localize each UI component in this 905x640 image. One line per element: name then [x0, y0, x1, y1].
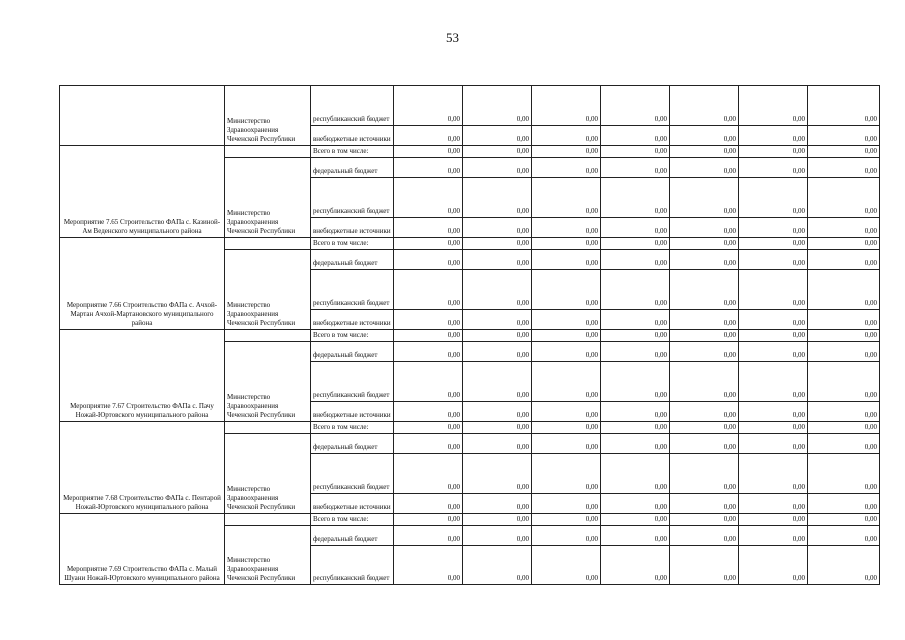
value-cell: 0,00 — [532, 310, 601, 330]
source-total: Всего в том числе: — [311, 422, 394, 434]
value-cell: 0,00 — [463, 342, 532, 362]
value-cell: 0,00 — [601, 158, 670, 178]
value-cell: 0,00 — [739, 218, 808, 238]
value-cell: 0,00 — [601, 310, 670, 330]
value-cell: 0,00 — [532, 330, 601, 342]
value-cell: 0,00 — [394, 362, 463, 402]
value-cell: 0,00 — [463, 422, 532, 434]
value-cell: 0,00 — [601, 86, 670, 126]
value-cell: 0,00 — [808, 362, 880, 402]
value-cell: 0,00 — [808, 342, 880, 362]
executor-cell: Министерство Здравоохранения Чеченской Республики — [225, 86, 311, 146]
value-cell: 0,00 — [739, 514, 808, 526]
value-cell: 0,00 — [739, 454, 808, 494]
value-cell: 0,00 — [394, 330, 463, 342]
value-cell: 0,00 — [601, 362, 670, 402]
value-cell: 0,00 — [463, 126, 532, 146]
value-cell: 0,00 — [463, 454, 532, 494]
source-extra: внебюджетные источники — [311, 402, 394, 422]
value-cell: 0,00 — [601, 178, 670, 218]
value-cell: 0,00 — [532, 146, 601, 158]
value-cell: 0,00 — [601, 526, 670, 546]
value-cell: 0,00 — [394, 526, 463, 546]
value-cell: 0,00 — [463, 526, 532, 546]
value-cell: 0,00 — [739, 86, 808, 126]
value-cell: 0,00 — [670, 526, 739, 546]
value-cell: 0,00 — [808, 126, 880, 146]
value-cell: 0,00 — [601, 422, 670, 434]
table-row — [60, 514, 880, 526]
value-cell: 0,00 — [601, 546, 670, 585]
value-cell: 0,00 — [463, 86, 532, 126]
value-cell: 0,00 — [463, 310, 532, 330]
measure-title: Мероприятие 7.69 Строительство ФАПа с. Малый Шуани Ножай-Юртовского муниципального района — [60, 514, 225, 585]
page-number: 53 — [446, 30, 459, 45]
value-cell: 0,00 — [808, 526, 880, 546]
value-cell: 0,00 — [463, 546, 532, 585]
value-cell: 0,00 — [601, 126, 670, 146]
value-cell: 0,00 — [670, 270, 739, 310]
source-republic: республиканский бюджет — [311, 86, 394, 126]
value-cell: 0,00 — [739, 270, 808, 310]
executor-cell: Министерство Здравоохранения Чеченской Республики — [225, 342, 311, 422]
value-cell: 0,00 — [670, 422, 739, 434]
table-row — [60, 422, 880, 434]
value-cell: 0,00 — [394, 218, 463, 238]
value-cell: 0,00 — [532, 362, 601, 402]
value-cell: 0,00 — [739, 362, 808, 402]
value-cell: 0,00 — [394, 86, 463, 126]
value-cell: 0,00 — [601, 146, 670, 158]
value-cell: 0,00 — [670, 158, 739, 178]
executor-cell — [225, 238, 311, 250]
value-cell: 0,00 — [670, 330, 739, 342]
value-cell: 0,00 — [670, 146, 739, 158]
value-cell: 0,00 — [532, 434, 601, 454]
value-cell: 0,00 — [808, 218, 880, 238]
value-cell: 0,00 — [808, 158, 880, 178]
source-republic: республиканский бюджет — [311, 362, 394, 402]
executor-cell: Министерство Здравоохранения Чеченской Республики — [225, 526, 311, 585]
source-federal: федеральный бюджет — [311, 434, 394, 454]
value-cell: 0,00 — [739, 402, 808, 422]
source-republic: республиканский бюджет — [311, 178, 394, 218]
value-cell: 0,00 — [463, 250, 532, 270]
source-total: Всего в том числе: — [311, 514, 394, 526]
value-cell: 0,00 — [739, 434, 808, 454]
value-cell: 0,00 — [739, 342, 808, 362]
value-cell: 0,00 — [808, 250, 880, 270]
source-extra: внебюджетные источники — [311, 126, 394, 146]
value-cell: 0,00 — [532, 422, 601, 434]
value-cell: 0,00 — [670, 126, 739, 146]
value-cell: 0,00 — [532, 218, 601, 238]
measure-title: Мероприятие 7.66 Строительство ФАПа с. Ачхой-Мартан Ачхой-Мартановского муниципального района — [60, 238, 225, 330]
value-cell: 0,00 — [394, 494, 463, 514]
value-cell: 0,00 — [739, 146, 808, 158]
source-federal: федеральный бюджет — [311, 526, 394, 546]
value-cell: 0,00 — [532, 86, 601, 126]
value-cell: 0,00 — [463, 270, 532, 310]
value-cell: 0,00 — [463, 434, 532, 454]
value-cell: 0,00 — [808, 546, 880, 585]
value-cell: 0,00 — [394, 402, 463, 422]
value-cell: 0,00 — [532, 402, 601, 422]
value-cell: 0,00 — [532, 270, 601, 310]
value-cell: 0,00 — [670, 546, 739, 585]
value-cell: 0,00 — [808, 238, 880, 250]
value-cell: 0,00 — [463, 218, 532, 238]
value-cell: 0,00 — [808, 310, 880, 330]
value-cell: 0,00 — [670, 86, 739, 126]
value-cell: 0,00 — [739, 546, 808, 585]
value-cell: 0,00 — [463, 402, 532, 422]
value-cell: 0,00 — [808, 454, 880, 494]
source-federal: федеральный бюджет — [311, 250, 394, 270]
value-cell: 0,00 — [739, 250, 808, 270]
value-cell: 0,00 — [394, 158, 463, 178]
budget-table — [59, 85, 880, 585]
value-cell: 0,00 — [532, 342, 601, 362]
value-cell: 0,00 — [601, 218, 670, 238]
value-cell: 0,00 — [670, 362, 739, 402]
value-cell: 0,00 — [601, 402, 670, 422]
value-cell: 0,00 — [394, 146, 463, 158]
executor-cell — [225, 330, 311, 342]
value-cell: 0,00 — [394, 454, 463, 494]
value-cell: 0,00 — [532, 178, 601, 218]
value-cell: 0,00 — [808, 514, 880, 526]
value-cell: 0,00 — [601, 494, 670, 514]
measure-title: Мероприятие 7.65 Строительство ФАПа с. Казиной-Ам Веденского муниципального района — [60, 146, 225, 238]
value-cell: 0,00 — [394, 310, 463, 330]
value-cell: 0,00 — [394, 422, 463, 434]
source-extra: внебюджетные источники — [311, 310, 394, 330]
value-cell: 0,00 — [670, 402, 739, 422]
value-cell: 0,00 — [808, 178, 880, 218]
executor-cell — [225, 514, 311, 526]
value-cell: 0,00 — [601, 238, 670, 250]
value-cell: 0,00 — [463, 158, 532, 178]
value-cell: 0,00 — [670, 310, 739, 330]
value-cell: 0,00 — [670, 218, 739, 238]
value-cell: 0,00 — [808, 86, 880, 126]
value-cell: 0,00 — [808, 494, 880, 514]
value-cell: 0,00 — [463, 146, 532, 158]
value-cell: 0,00 — [394, 238, 463, 250]
value-cell: 0,00 — [463, 330, 532, 342]
value-cell: 0,00 — [739, 494, 808, 514]
table-row — [60, 238, 880, 250]
value-cell: 0,00 — [394, 434, 463, 454]
value-cell: 0,00 — [394, 250, 463, 270]
value-cell: 0,00 — [532, 514, 601, 526]
source-extra: внебюджетные источники — [311, 494, 394, 514]
value-cell: 0,00 — [463, 494, 532, 514]
value-cell: 0,00 — [463, 238, 532, 250]
value-cell: 0,00 — [463, 362, 532, 402]
value-cell: 0,00 — [808, 270, 880, 310]
value-cell: 0,00 — [601, 514, 670, 526]
value-cell: 0,00 — [670, 514, 739, 526]
value-cell: 0,00 — [601, 434, 670, 454]
value-cell: 0,00 — [670, 454, 739, 494]
value-cell: 0,00 — [601, 330, 670, 342]
value-cell: 0,00 — [532, 250, 601, 270]
measure-title: Мероприятие 7.68 Строительство ФАПа с. Пентарой Ножай-Юртовского муниципального района — [60, 422, 225, 514]
source-federal: федеральный бюджет — [311, 158, 394, 178]
table-row — [60, 146, 880, 158]
value-cell: 0,00 — [670, 178, 739, 218]
table-row — [60, 330, 880, 342]
value-cell: 0,00 — [808, 146, 880, 158]
executor-cell: Министерство Здравоохранения Чеченской Республики — [225, 434, 311, 514]
value-cell: 0,00 — [532, 546, 601, 585]
value-cell: 0,00 — [601, 250, 670, 270]
value-cell: 0,00 — [601, 454, 670, 494]
source-total: Всего в том числе: — [311, 238, 394, 250]
value-cell: 0,00 — [808, 330, 880, 342]
source-republic: республиканский бюджет — [311, 270, 394, 310]
measure-title: Мероприятие 7.67 Строительство ФАПа с. Пачу Ножай-Юртовского муниципального района — [60, 330, 225, 422]
value-cell: 0,00 — [808, 434, 880, 454]
value-cell: 0,00 — [808, 422, 880, 434]
value-cell: 0,00 — [532, 526, 601, 546]
value-cell: 0,00 — [670, 238, 739, 250]
value-cell: 0,00 — [532, 494, 601, 514]
value-cell: 0,00 — [739, 158, 808, 178]
source-republic: республиканский бюджет — [311, 454, 394, 494]
value-cell: 0,00 — [532, 126, 601, 146]
source-republic: республиканский бюджет — [311, 546, 394, 585]
value-cell: 0,00 — [739, 178, 808, 218]
value-cell: 0,00 — [670, 434, 739, 454]
value-cell: 0,00 — [739, 422, 808, 434]
value-cell: 0,00 — [739, 526, 808, 546]
value-cell: 0,00 — [739, 238, 808, 250]
value-cell: 0,00 — [394, 342, 463, 362]
value-cell: 0,00 — [739, 310, 808, 330]
value-cell: 0,00 — [532, 238, 601, 250]
source-total: Всего в том числе: — [311, 330, 394, 342]
value-cell: 0,00 — [394, 270, 463, 310]
value-cell: 0,00 — [739, 330, 808, 342]
value-cell: 0,00 — [808, 402, 880, 422]
value-cell: 0,00 — [394, 546, 463, 585]
source-extra: внебюджетные источники — [311, 218, 394, 238]
executor-cell: Министерство Здравоохранения Чеченской Республики — [225, 158, 311, 238]
source-total: Всего в том числе: — [311, 146, 394, 158]
executor-cell — [225, 146, 311, 158]
executor-cell — [225, 422, 311, 434]
value-cell: 0,00 — [739, 126, 808, 146]
measure-cell — [60, 86, 225, 146]
value-cell: 0,00 — [601, 342, 670, 362]
value-cell: 0,00 — [394, 126, 463, 146]
value-cell: 0,00 — [532, 158, 601, 178]
source-federal: федеральный бюджет — [311, 342, 394, 362]
table-row — [60, 86, 880, 126]
value-cell: 0,00 — [601, 270, 670, 310]
value-cell: 0,00 — [670, 342, 739, 362]
value-cell: 0,00 — [394, 514, 463, 526]
value-cell: 0,00 — [394, 178, 463, 218]
value-cell: 0,00 — [463, 178, 532, 218]
value-cell: 0,00 — [670, 250, 739, 270]
value-cell: 0,00 — [670, 494, 739, 514]
value-cell: 0,00 — [463, 514, 532, 526]
value-cell: 0,00 — [532, 454, 601, 494]
executor-cell: Министерство Здравоохранения Чеченской Республики — [225, 250, 311, 330]
